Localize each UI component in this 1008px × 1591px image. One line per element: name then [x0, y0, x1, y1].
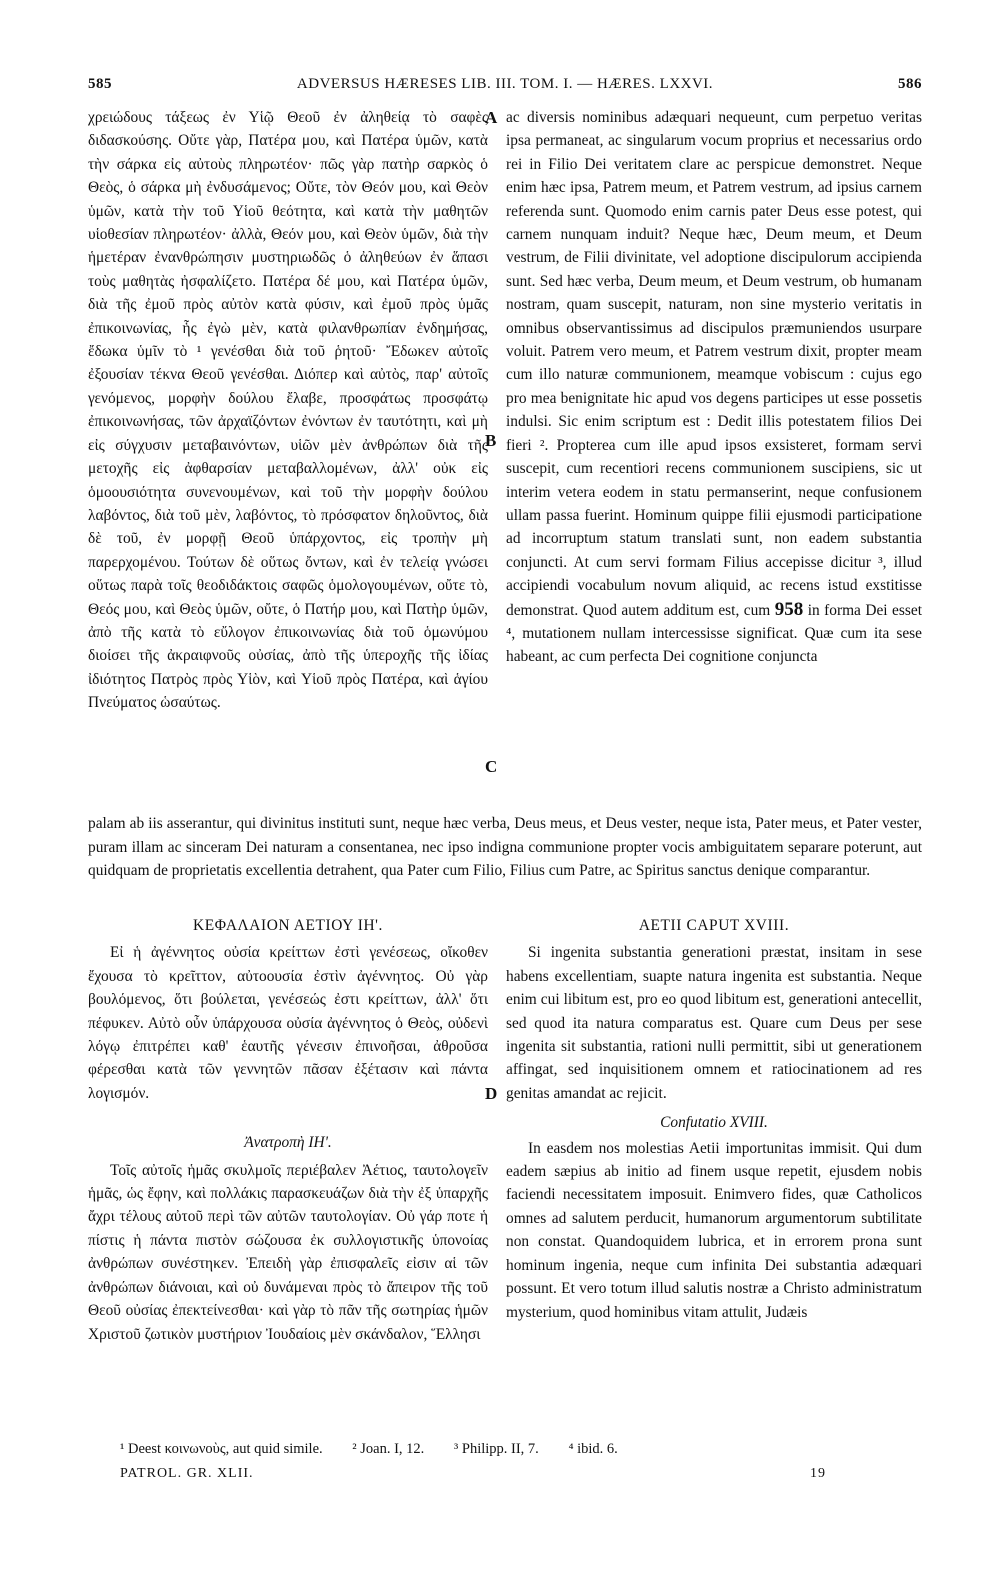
footer-signature: PATROL. GR. XLII. [120, 1466, 254, 1481]
greek-chapter-heading: ΚΕΦΑΛΑΙΟΝ ΑΕΤΙΟΥ ΙΗ'. [192, 917, 383, 934]
full-width-paragraph [88, 797, 922, 898]
greek-column-bottom [88, 914, 488, 1346]
footnote-3: ³ Philipp. II, 7. [453, 1441, 539, 1457]
page-footer [120, 1466, 826, 1482]
margin-marker-b: B [485, 431, 497, 450]
footnote-2: ² Joan. I, 12. [352, 1441, 425, 1457]
full-width-text: palam ab iis asserantur, qui divinitus instituti sunt, neque hæc verba, Deus meus, et Deus vester, neque ista, Pater meus, et Pater vester, puram illam ac sinceram Dei naturam a consentanea, nec ipso indigna communione propter vocis ambiguitatem separare poterunt, aut quidquam de proprietatis excellentia detrahent, qua Pater cum Filio, Filius cum Patre, ac Spiritus sanctus denique comparantur. [88, 815, 922, 880]
page-number-right: 586 [898, 76, 922, 92]
latin-refutation-text: In easdem nos molestias Aetii importunitas immisit. Qui dum eadem sæpius ab initio ad finem usque repetit, ejusdem nobis faciendi necessitatem imposuit. Enimvero fides, quæ Catholicos omnes ad salutem perducit, humanorum argumentorum subtilitate non constat. Quandoquidem lubrica, et in errorem prona sunt hominum ingenia, neque cum infinita Dei substantia adæquari possunt. Et vero totum illud salutis nostræ a Christo administratum mysterium, quod hominibus vitam attulit, Judæis [506, 1139, 922, 1321]
margin-marker-c: C [485, 757, 498, 776]
page-header [88, 76, 922, 96]
margin-marker-a: A [485, 108, 498, 127]
latin-paragraph-top-text: ac diversis nominibus adæquari nequeunt, cum perpetuo veritas ipsa permaneat, ac singularum vocum proprius et necessarius ordo rei in Filio Dei veritatem clare ac perspicue demonstret. Neque enim hæc ipsa, Patrem meum, et Patrem vestrum, ad ipsius carnem referenda sunt. Quomodo enim carnis pater Deus esse potest, qui carnem nunquam induit? Neque hæc, Deum meum, et Deum vestrum, de Filii divinitate, vel adoptione discipulorum accipienda sunt. Sed hæc verba, Deum meum, et Deum vestrum, ob humanam nostram, quam suscepit, naturam, non sine mysterio veritatis in omnibus observantissimus ad discipulos præmuniendos usurpare voluit. Patrem vero meum, et Patrem vestrum dixit, propter meam cum illo naturæ communionem, meamque vobiscum : cujus ego pro mea benignitate hic apud vos degens participes ut esse possetis indulsi. Sic enim scriptum est : Dedit illis potestatem filios Dei fieri ². Propterea cum ille apud ipsos exsisteret, formam servi suscepit, cum recentiori recens communionem suscipiens, sic ut interim vetera eodem in statu permanserint, neque confusionem ullam passa fuerint. Hominum quippe filii ejusmodi participatione ad incorruptum statum translati sunt, non eadem substantia conjuncti. At cum servi formam Filius accepisse dicitur ³, illud accipiendi vocabulum novum aliquid, ac recens istud exstitisse demonstrat. Quod autem additum est, cum [506, 109, 922, 619]
latin-column-bottom [506, 914, 922, 1324]
latin-paragraph-top-end: in forma Dei esset ⁴, mutationem nullam intercessisse significat. Quæ cum ita sese habeant, ac cum perfecta Dei cognitione conjuncta [506, 601, 922, 666]
page-number-left: 585 [88, 76, 112, 92]
greek-chapter-text: Εἰ ἡ ἀγέννητος οὐσία κρείττων ἐστὶ γενέσεως, οἴκοθεν ἔχουσα τὸ κρεῖττον, αὐτοουσία ἐστὶν ἀγέννητος. Οὐ γὰρ βουλόμενος, ὅτι βούλεται, γενέσεώς ἐστι κρείττων, ἀλλ' ὅτι πέφυκεν. Αὐτὸ οὖν ὑπάρχουσα οὐσία ἀγέννητος ὁ Θεὸς, οὐδενὶ λόγῳ ἐπιτρέπει καθ' ἑαυτῆς γένεσιν ἐπινοῆσαι, ἀθροῦσα φέρεσθαι κατὰ τῶν γεννητῶν πᾶσαν ἐξέτασιν καὶ πάντα λογισμόν. [88, 944, 488, 1102]
latin-chapter-heading: AETII CAPUT XVIII. [638, 917, 790, 934]
latin-chapter-text: Si ingenita substantia generationi præstat, insitam in sese habens excellentiam, suapte natura ingenita est substantia. Neque enim cui libitum est, pro eo quod libitum est, generationi antecellit, sed quod ita natura comparatus est. Quare cum Deus per sese ingenita sit substantia, rationi nulli permittit, sibi ut generationem affingat, sed inquisitionem omnem et ratiocinationem ad res genitas amandat ac rejicit. [506, 944, 922, 1102]
latin-refutation-heading: Confutatio XVIII. [660, 1114, 768, 1132]
greek-paragraph-top: χρειώδους τάξεως ἐν Υἱῷ Θεοῦ ἐν ἀληθείᾳ τὸ σαφὲς διδασκούσης. Οὔτε γὰρ, Πατέρα μου, καὶ Πατέρα ὑμῶν, κατὰ τὴν σάρκα εἰς αὐτοὺς πληρωτέον· πῶς γὰρ πατὴρ σαρκὸς ὁ Θεὸς, ὁ σάρκα μὴ ἐνδυσάμενος; Οὔτε, τὸν Θεόν μου, καὶ Θεὸν ὑμῶν, κατὰ τὴν τοῦ Υἱοῦ θεότητα, καὶ κατὰ τὴν μαθητῶν υἱοθεσίαν πληρωτέον· ἀλλὰ, Θεόν μου, καὶ Θεὸν ὑμῶν, διὰ τὴν ἡμετέραν ἐνανθρώπησιν μυστηριωδῶς ὁ ἀληθεύων ἐν ἅπασι τοὺς μαθητὰς ἠσφαλίζετο. Πατέρα δέ μου, καὶ Πατέρα ὑμῶν, διὰ τῆς ἐμοῦ πρὸς αὐτὸν κατὰ φύσιν, καὶ ἐμοῦ πρὸς ὑμᾶς ἐπικοινωνίας, ἧς ἐγὼ μὲν, κατὰ φιλανθρωπίαν ἐνδημήσας, ἔδωκα ὑμῖν τὸ ¹ γενέσθαι διὰ τοῦ ῥητοῦ· Ἔδωκεν αὐτοῖς ἐξουσίαν τέκνα Θεοῦ γενέσθαι. Διόπερ καὶ αὐτὸς, παρ' αὐτοῖς γενόμενος, μορφὴν δούλου ἔλαβε, προσφάτως προσφάτῳ ἐπικοινωνήσας, τῶν ἀρχαϊζόντων ἐνόντων ἐν ταυτότητι, καὶ μὴ εἰς σύγχυσιν μεταβαινόντων, υἱῶν μὲν ἀνθρώπων διὰ τῆς μετοχῆς εἰς ἀφθαρσίαν μεταβαλλομένων, ἀλλ' οὐκ εἰς ὁμοουσιότητα συνενουμένων, καὶ τοῦ τὴν μορφὴν δούλου λαβόντος, διὰ τοῦ μὲν, λαβόντος, τὸ πρόσφατον δηλοῦντος, διὰ δὲ τοῦ, ἐν μορφῇ Θεοῦ ὑπάρχοντος, εἰς τροπὴν μὴ παρερχομένου. Τούτων δὲ οὕτως ὄντων, καὶ ἐν τελείᾳ γνώσει οὕτως παρὰ τοῖς θεοδιδάκτοις σαφῶς ὁμολογουμένων, οὔτε τὸ, Θεός μου, καὶ Θεὸς ὑμῶν, οὔτε, ὁ Πατήρ μου, καὶ Πατὴρ ὑμῶν, ἀπὸ τῆς κατὰ τὸ εὔλογον ἐπικοινωνίας διὰ τοῦ ὁμωνύμου διοίσει τῆς ἀκραιφνοῦς οὐσίας, ἀπὸ τῆς ὑπεροχῆς τῆς ἰδίας ἰδιότητος Πατρὸς πρὸς Υἱὸν, καὶ Υἱοῦ πρὸς Πατέρα, καὶ ἁγίου Πνεύματος ὡσαύτως. [88, 109, 488, 712]
footnote-4: ⁴ ibid. 6. [568, 1441, 618, 1457]
greek-refutation-text: Τοῖς αὐτοῖς ἡμᾶς σκυλμοῖς περιέβαλεν Ἀέτιος, ταυτολογεῖν ἡμᾶς, ὡς ἔφην, καὶ πολλάκις παρασκευάζων διὰ τὴν ἐξ ὑπαρχῆς ἄχρι τέλους αὐτοῦ περὶ τῶν αὐτῶν ταυτολογίαν. Οὐ γάρ ποτε ἡ πίστις ἡ πάντα πιστὸν σώζουσα ἐκ συλλογιστικῆς ὑπονοίας ἀνθρώπων συνέστηκεν. Ἐπειδὴ γὰρ ἐπισφαλεῖς εἰσιν αἱ τῶν ἀνθρώπων διάνοιαι, καὶ οὐ δυνάμεναι πρὸς τὸ ἄπειρον τῆς τοῦ Θεοῦ οὐσίας ἐπεκτείνεσθαι· καὶ γὰρ τὸ πᾶν τῆς σωτηρίας ἡμῶν Χριστοῦ ζωτικὸν μυστήριον Ἰουδαίοις μὲν σκάνδαλον, Ἕλλησι [88, 1161, 488, 1343]
greek-column-top [88, 106, 488, 786]
running-title: ADVERSUS HÆRESES LIB. III. TOM. I. — HÆRES. LXXVI. [296, 76, 714, 92]
footnote-1: ¹ Deest κοινωνοὺς, aut quid simile. [120, 1441, 323, 1457]
margin-marker-d: D [485, 1084, 498, 1103]
column-number: 958 [774, 598, 804, 620]
latin-column-top [506, 106, 922, 796]
latin-paragraph-top [506, 106, 922, 669]
greek-refutation-heading: Ἀνατροπὴ ΙΗ'. [244, 1134, 332, 1152]
footer-sheet-number: 19 [810, 1466, 826, 1481]
footnotes [120, 1441, 880, 1458]
